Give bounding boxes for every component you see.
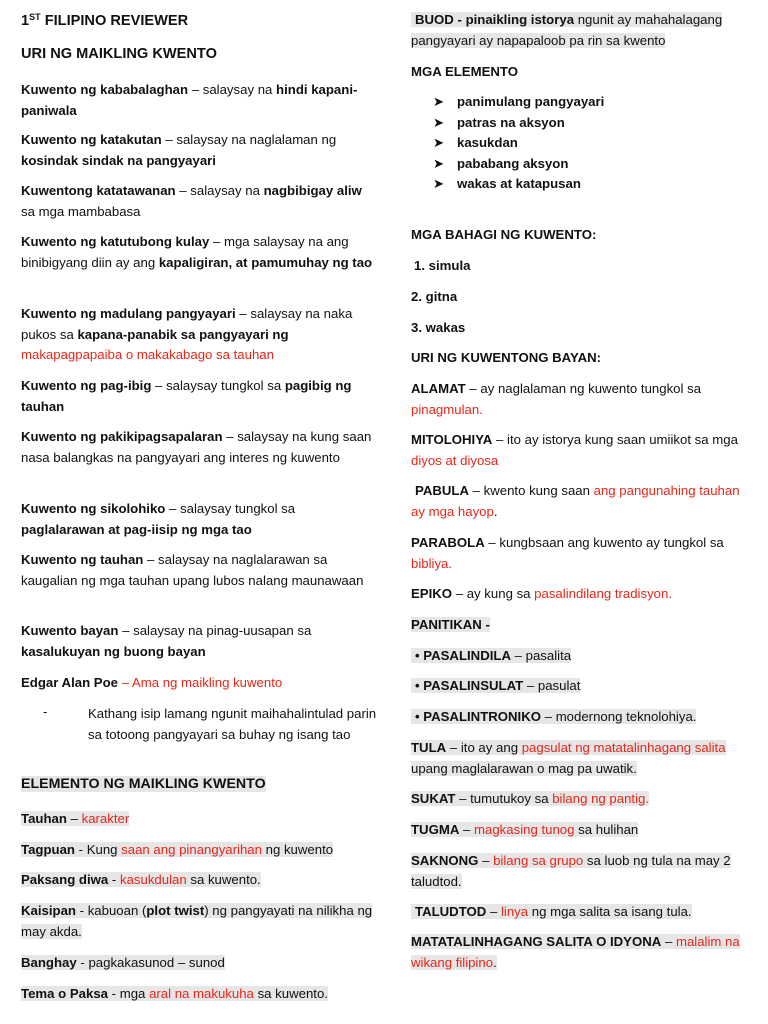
title-prefix: 1 [21, 13, 30, 29]
bahagi-item: 3. wakas [411, 320, 466, 335]
title-text: FILIPINO REVIEWER [40, 13, 189, 29]
list-item: ➤ kasukdan [433, 133, 604, 154]
arrow-bullet-icon: ➤ [433, 135, 445, 150]
kuwentong-bayan-entry: PARABOLA – kungbsaan ang kuwento ay tungkol sa bibliya. [411, 535, 724, 571]
type-entry: Kuwento ng katutubong kulay – mga salaysay na ang binibigyang diin ay ang kapaligiran, at pamumuhay ng tao [21, 234, 373, 270]
title-superscript: ST [29, 12, 41, 22]
arrow-bullet-icon: ➤ [433, 114, 445, 130]
type-entry: Kuwento ng kababalaghan – salaysay na hindi kapani-paniwala [21, 82, 358, 118]
arrow-bullet-icon: ➤ [433, 94, 445, 109]
element-entry: Kaisipan - kabuoan (plot twist) ng pangyayati na nilikha ng may akda. [21, 903, 373, 939]
tula-entry: SAKNONG – bilang sa grupo sa luob ng tula na may 2 taludtod. [411, 853, 731, 889]
bahagi-item: 1. simula [414, 258, 471, 273]
tula-entry: TUGMA – magkasing tunog sa hulihan [411, 822, 639, 837]
list-item: ➤ wakas at katapusan [433, 174, 604, 195]
type-entry: Kuwento ng sikolohiko – salaysay tungkol sa paglalarawan at pag-iisip ng mga tao [21, 501, 296, 537]
element-entry: Tagpuan - Kung saan ang pinangyarihan ng kuwento [21, 842, 334, 857]
kuwentong-bayan-entry: ALAMAT – ay naglalaman ng kuwento tungkol sa pinagmulan. [411, 381, 702, 417]
type-entry: Kuwento ng pag-ibig – salaysay tungkol sa pagibig ng tauhan [21, 378, 352, 414]
elemento-list [433, 92, 604, 195]
type-entry: Kuwento ng katakutan – salaysay na naglalaman ng kosindak sindak na pangyayari [21, 132, 337, 168]
arrow-bullet-icon: ➤ [433, 176, 445, 191]
type-entry: Kuwento ng madulang pangyayari – salaysay na naka pukos sa kapana-panabik sa pangyayari ng makapagpapaiba o makakabago sa tauhan [21, 306, 353, 362]
tula-entry: TALUDTOD – linya ng mga salita sa isang tula. [411, 902, 757, 923]
element-entry: Paksang diwa - kasukdulan sa kuwento. [21, 872, 261, 887]
bahagi-heading: MGA BAHAGI NG KUWENTO: [411, 227, 597, 242]
bahagi-item: 2. gitna [411, 289, 458, 304]
element-entry: Tauhan – karakter [21, 811, 130, 826]
tula-entry: TULA – ito ay ang pagsulat ng matatalinhagang salita upang maglalarawan o mag pa uwatik. [411, 740, 726, 776]
list-item: ➤ patras na aksyon [433, 113, 604, 134]
mga-elemento-heading: MGA ELEMENTO [411, 64, 518, 79]
tula-entry: SUKAT – tumutukoy sa bilang ng pantig. [411, 791, 650, 806]
list-item: ➤ pababang aksyon [433, 154, 604, 175]
panitikan-item: • PASALINTRONIKO – modernong teknolohiya. [411, 707, 757, 728]
panitikan-item: • PASALINSULAT – pasulat [411, 676, 757, 697]
arrow-bullet-icon: ➤ [433, 155, 445, 171]
kuwentong-bayan-entry: EPIKO – ay kung sa pasalindilang tradisyon. [411, 586, 672, 601]
page-title [21, 12, 188, 29]
poe-entry: Edgar Alan Poe – Ama ng maikling kuwento [21, 675, 283, 690]
type-entry: Kuwento ng pakikipagsapalaran – salaysay na kung saan nasa balangkas na pangyayari ang interes ng kuwento [21, 429, 372, 465]
type-entry: Kuwentong katatawanan – salaysay na nagbibigay aliw sa mga mambabasa [21, 183, 362, 219]
dash-bullet: - [43, 704, 48, 719]
elements-heading: ELEMENTO NG MAIKLING KWENTO [21, 776, 266, 792]
dash-item-text: Kathang isip lamang ngunit maihahalintulad parin sa totoong pangyayari sa buhay ng isang tao [88, 706, 377, 742]
kuwentong-bayan-entry: PABULA – kwento kung saan ang pangunahing tauhan ay mga hayop. [411, 483, 740, 519]
element-entry: Banghay - pagkakasunod – sunod [21, 955, 225, 970]
panitikan-item: • PASALINDILA – pasalita [411, 646, 757, 667]
section-title-uri: URI NG MAIKLING KWENTO [21, 46, 217, 62]
type-entry: Kuwento ng tauhan – salaysay na naglalarawan sa kaugalian ng mga tauhan upang lubos nalang maunawaan [21, 552, 364, 588]
tula-entry: MATATALINHAGANG SALITA O IDYONA – malalim na wikang filipino. [411, 934, 740, 970]
buod-entry: BUOD - pinaikling istorya ngunit ay mahahalagang pangyayari ay napapaloob pa rin sa kwento [411, 12, 723, 48]
kuwentong-bayan-entry: MITOLOHIYA – ito ay istorya kung saan umiikot sa mga diyos at diyosa [411, 432, 738, 468]
type-entry: Kuwento bayan – salaysay na pinag-uusapan sa kasalukuyan ng buong bayan [21, 623, 312, 659]
element-entry: Tema o Paksa - mga aral na makukuha sa kuwento. [21, 986, 328, 1001]
list-item: ➤ panimulang pangyayari [433, 92, 604, 113]
uri-heading: URI NG KUWENTONG BAYAN: [411, 350, 602, 365]
panitikan-heading: PANITIKAN - [411, 617, 490, 632]
